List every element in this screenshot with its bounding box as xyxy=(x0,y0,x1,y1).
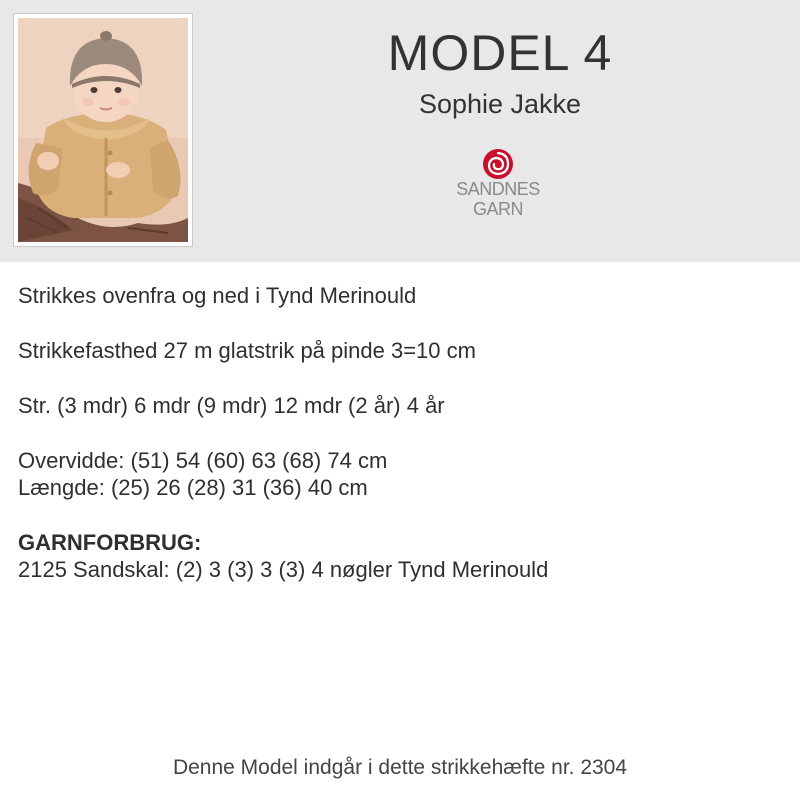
header-banner xyxy=(0,0,800,262)
logo-text-sandnes: SANDNES xyxy=(456,179,540,199)
logo-text-garn: GARN xyxy=(472,199,523,219)
length-text: Længde: (25) 26 (28) 31 (36) 40 cm xyxy=(18,475,368,500)
yarn-heading: GARNFORBRUG: xyxy=(18,530,202,555)
page-title: MODEL 4 xyxy=(387,25,613,81)
footer-note: Denne Model indgår i dette strikkehæfte nr. 2304 xyxy=(172,756,628,779)
sizes-text: Str. (3 mdr) 6 mdr (9 mdr) 12 mdr (2 år) 4 år xyxy=(18,393,445,418)
technique-text: Strikkes ovenfra og ned i Tynd Merinould xyxy=(18,283,417,308)
sandnes-garn-logo xyxy=(440,145,560,225)
rose-icon xyxy=(481,147,515,181)
pattern-details xyxy=(18,282,788,583)
yarn-usage-text: 2125 Sandskal: (2) 3 (3) 3 (3) 4 nøgler Tynd Merinould xyxy=(18,557,549,582)
chest-width-text: Overvidde: (51) 54 (60) 63 (68) 74 cm xyxy=(18,448,388,473)
gauge-text: Strikkefasthed 27 m glatstrik på pinde 3=10 cm xyxy=(18,338,476,363)
photo-frame xyxy=(13,13,193,247)
baby-jacket-photo xyxy=(18,18,188,242)
model-subtitle: Sophie Jakke xyxy=(418,89,582,119)
